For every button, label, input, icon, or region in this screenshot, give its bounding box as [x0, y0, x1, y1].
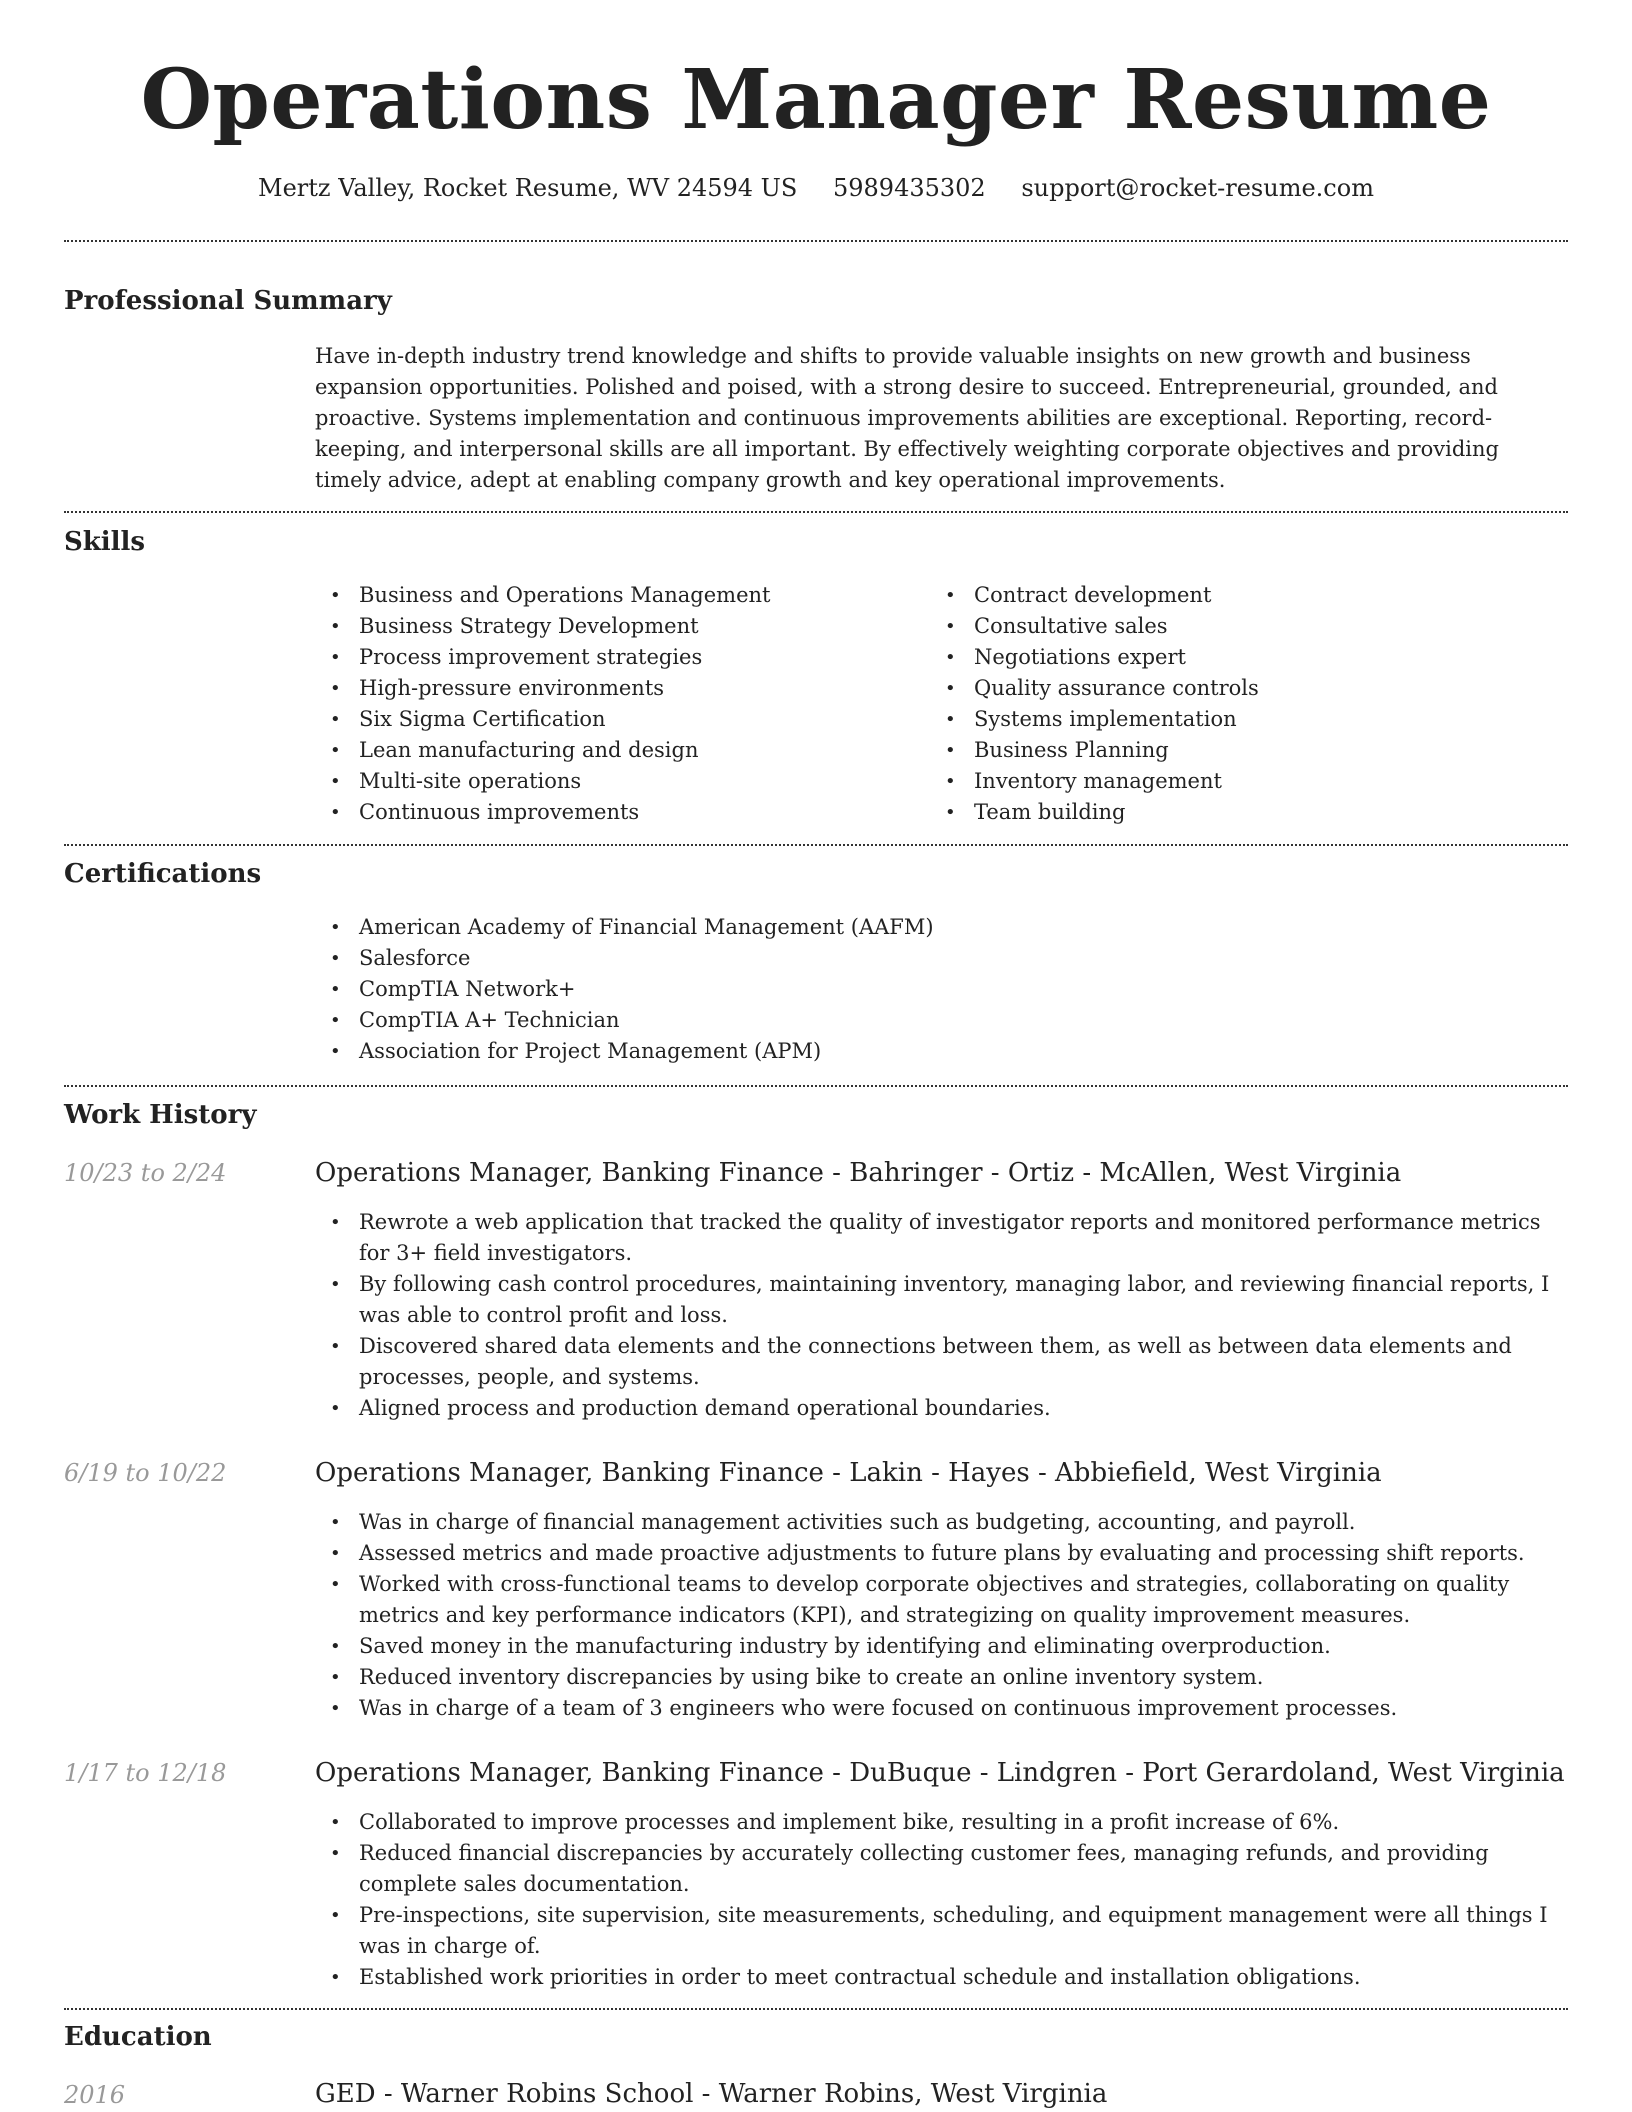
list-item: • Discovered shared data elements and the connections between them, as well as between data elements and processes, people, and systems. — [315, 1331, 1565, 1393]
list-item: • Negotiations expert — [930, 642, 1530, 673]
resume-title: Operations Manager Resume — [140, 52, 1492, 148]
list-item: • Inventory management — [930, 766, 1530, 797]
section-heading-education: Education — [64, 2022, 212, 2052]
list-item: • Consultative sales — [930, 611, 1530, 642]
list-item: • Salesforce — [315, 943, 1545, 974]
list-item: • CompTIA Network+ — [315, 974, 1545, 1005]
list-item: • Quality assurance controls — [930, 673, 1530, 704]
list-item: • Business Planning — [930, 735, 1530, 766]
list-item: • Lean manufacturing and design — [315, 735, 915, 766]
job-title: Operations Manager, Banking Finance - Lakin - Hayes - Abbiefield, West Virginia — [315, 1458, 1382, 1488]
job-bullets — [315, 1807, 1565, 1993]
list-item: • CompTIA A+ Technician — [315, 1005, 1545, 1036]
list-item: • Six Sigma Certification — [315, 704, 915, 735]
divider — [64, 2008, 1568, 2010]
job-dates: 1/17 to 12/18 — [64, 1759, 227, 1787]
section-heading-summary: Professional Summary — [64, 286, 392, 316]
contact-phone: 5989435302 — [832, 174, 986, 202]
contact-email: support@rocket-resume.com — [1021, 174, 1374, 202]
list-item: • Pre-inspections, site supervision, site measurements, scheduling, and equipment management were all things I was in charge of. — [315, 1900, 1565, 1962]
list-item: • Contract development — [930, 580, 1530, 611]
list-item: • Aligned process and production demand operational boundaries. — [315, 1393, 1565, 1424]
list-item: • Process improvement strategies — [315, 642, 915, 673]
divider — [64, 844, 1568, 846]
list-item: • Continuous improvements — [315, 797, 915, 828]
summary-text: Have in-depth industry trend knowledge and shifts to provide valuable insights on new growth and business expansion opportunities. Polished and poised, with a strong desire to succeed. Entrepreneurial, grounded, and proactive. Systems implementation and continuous improvements abilities are exceptional. Reporting, record-keeping, and interpersonal skills are all important. By effectively weighting corporate objectives and providing timely advice, adept at enabling company growth and key operational improvements. — [315, 344, 1499, 492]
list-item: • High-pressure environments — [315, 673, 915, 704]
divider — [64, 1085, 1568, 1087]
list-item: • Saved money in the manufacturing industry by identifying and eliminating overproduction. — [315, 1631, 1565, 1662]
section-heading-certifications: Certifications — [64, 859, 262, 889]
list-item: • Worked with cross-functional teams to develop corporate objectives and strategies, collaborating on quality metrics and key performance indicators (KPI), and strategizing on quality improvement measures. — [315, 1569, 1565, 1631]
education-title: GED - Warner Robins School - Warner Robins, West Virginia — [315, 2079, 1108, 2109]
job-dates: 10/23 to 2/24 — [64, 1159, 227, 1187]
job-bullets — [315, 1207, 1565, 1424]
skills-list-right — [930, 580, 1530, 828]
contact-line — [0, 170, 1632, 206]
list-item: • Business and Operations Management — [315, 580, 915, 611]
list-item: • Reduced financial discrepancies by accurately collecting customer fees, managing refunds, and providing complete sales documentation. — [315, 1838, 1565, 1900]
list-item: • Association for Project Management (APM) — [315, 1036, 1545, 1067]
job-title: Operations Manager, Banking Finance - Bahringer - Ortiz - McAllen, West Virginia — [315, 1158, 1402, 1188]
list-item: • Multi-site operations — [315, 766, 915, 797]
list-item: • Team building — [930, 797, 1530, 828]
job-dates: 6/19 to 10/22 — [64, 1459, 227, 1487]
list-item: • Reduced inventory discrepancies by using bike to create an online inventory system. — [315, 1662, 1565, 1693]
divider — [64, 240, 1568, 242]
education-year: 2016 — [64, 2081, 126, 2109]
section-heading-skills: Skills — [64, 527, 146, 557]
certifications-list — [315, 912, 1545, 1067]
list-item: • American Academy of Financial Management (AAFM) — [315, 912, 1545, 943]
job-title: Operations Manager, Banking Finance - DuBuque - Lindgren - Port Gerardoland, West Virginia — [315, 1758, 1565, 1788]
section-heading-work-history: Work History — [64, 1100, 257, 1130]
list-item: • Business Strategy Development — [315, 611, 915, 642]
divider — [64, 511, 1568, 513]
list-item: • By following cash control procedures, maintaining inventory, managing labor, and reviewing financial reports, I was able to control profit and loss. — [315, 1269, 1565, 1331]
skills-list-left — [315, 580, 915, 828]
list-item: • Was in charge of financial management activities such as budgeting, accounting, and payroll. — [315, 1507, 1565, 1538]
contact-address: Mertz Valley, Rocket Resume, WV 24594 US — [258, 174, 798, 202]
list-item: • Was in charge of a team of 3 engineers who were focused on continuous improvement processes. — [315, 1693, 1565, 1724]
list-item: • Rewrote a web application that tracked the quality of investigator reports and monitored performance metrics for 3+ field investigators. — [315, 1207, 1565, 1269]
list-item: • Assessed metrics and made proactive adjustments to future plans by evaluating and processing shift reports. — [315, 1538, 1565, 1569]
list-item: • Established work priorities in order to meet contractual schedule and installation obligations. — [315, 1962, 1565, 1993]
job-bullets — [315, 1507, 1565, 1724]
list-item: • Collaborated to improve processes and implement bike, resulting in a profit increase of 6%. — [315, 1807, 1565, 1838]
list-item: • Systems implementation — [930, 704, 1530, 735]
